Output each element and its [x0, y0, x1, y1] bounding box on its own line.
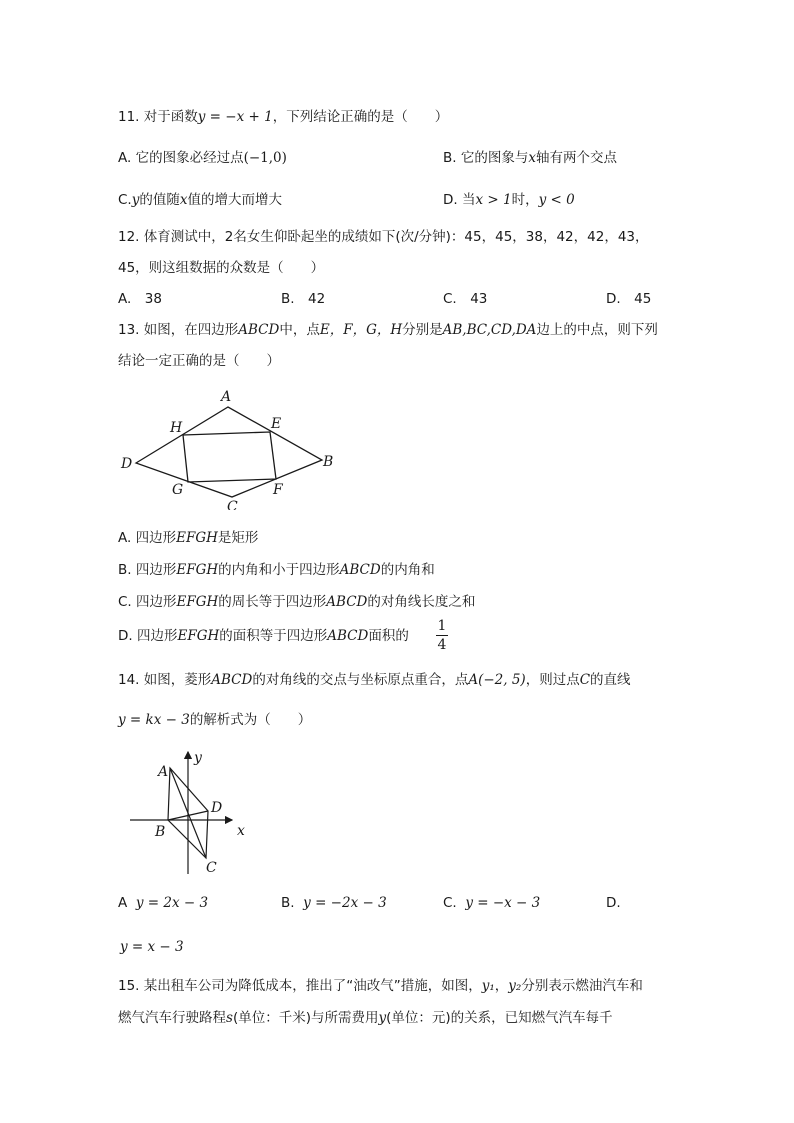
label-c: C — [206, 860, 217, 876]
q15-line2: 燃气汽车行驶路程s(单位：千米)与所需费用y(单位：元)的关系，已知燃气汽车每千 — [118, 1010, 613, 1026]
label-a: A — [158, 764, 169, 780]
label-b: B — [323, 454, 334, 470]
q13-line2: 结论一定正确的是（ ） — [118, 353, 280, 369]
q13-option-a: A. 四边形EFGH是矩形 — [118, 530, 259, 546]
q12-option-a: A. 38 — [118, 291, 162, 307]
fraction-one-quarter: 1 4 — [437, 618, 447, 653]
q12-line2: 45，则这组数据的众数是（ ） — [118, 260, 325, 276]
label-e: E — [271, 416, 282, 432]
q14-option-a: A y = 2x − 3 — [118, 895, 209, 911]
label-d: D — [121, 456, 133, 472]
q11-option-c: C.y的值随x值的增大而增大 — [118, 192, 282, 208]
q13-line1: 13. 如图，在四边形ABCD中，点E，F，G，H分别是AB,BC,CD,DA边上的中点，则下列 — [118, 322, 658, 338]
q12-option-c: C. 43 — [443, 291, 488, 307]
q14-option-b: B. y = −2x − 3 — [281, 895, 387, 911]
q14-line2: y = kx − 3的解析式为（ ） — [118, 712, 312, 728]
q12-option-b: B. 42 — [281, 291, 326, 307]
label-c: C — [227, 499, 238, 510]
q14-option-c: C. y = −x − 3 — [443, 895, 541, 911]
label-g: G — [172, 482, 184, 498]
q13-option-d: D. 四边形EFGH的面积等于四边形ABCD面积的 — [118, 628, 409, 644]
label-d: D — [211, 800, 223, 816]
label-f: F — [273, 482, 283, 498]
quadrilateral-efgh — [183, 432, 276, 482]
label-y: y — [194, 750, 202, 766]
q15-line1: 15. 某出租车公司为降低成本，推出了“油改气”措施，如图，y₁，y₂分别表示燃油汽车和 — [118, 978, 643, 994]
q13-option-c: C. 四边形EFGH的周长等于四边形ABCD的对角线长度之和 — [118, 594, 476, 610]
quadrilateral-abcd — [136, 407, 322, 497]
q11-stem: 11. 对于函数y = −x + 1，下列结论正确的是（ ） — [118, 109, 449, 125]
q14-line1: 14. 如图，菱形ABCD的对角线的交点与坐标原点重合，点A(−2, 5)，则过点C的直线 — [118, 672, 631, 688]
q13-option-b: B. 四边形EFGH的内角和小于四边形ABCD的内角和 — [118, 562, 435, 578]
q12-line1: 12. 体育测试中，2名女生仰卧起坐的成绩如下(次/分钟)：45，45，38，42，42，43， — [118, 229, 649, 245]
q11-option-a: A. 它的图象必经过点(−1,0) — [118, 150, 287, 166]
label-b: B — [155, 824, 166, 840]
q12-option-d: D. 45 — [606, 291, 652, 307]
q13-quadrilateral-figure — [110, 380, 350, 510]
label-x: x — [237, 823, 245, 839]
label-a: A — [221, 389, 232, 405]
q14-option-d-eq: y = x − 3 — [120, 939, 184, 955]
q11-option-b: B. 它的图象与x轴有两个交点 — [443, 150, 617, 166]
label-h: H — [170, 420, 183, 436]
q14-option-d-label: D. — [606, 895, 621, 911]
q14-rhombus-figure — [120, 746, 260, 881]
q11-option-d: D. 当x > 1时，y < 0 — [443, 192, 575, 208]
